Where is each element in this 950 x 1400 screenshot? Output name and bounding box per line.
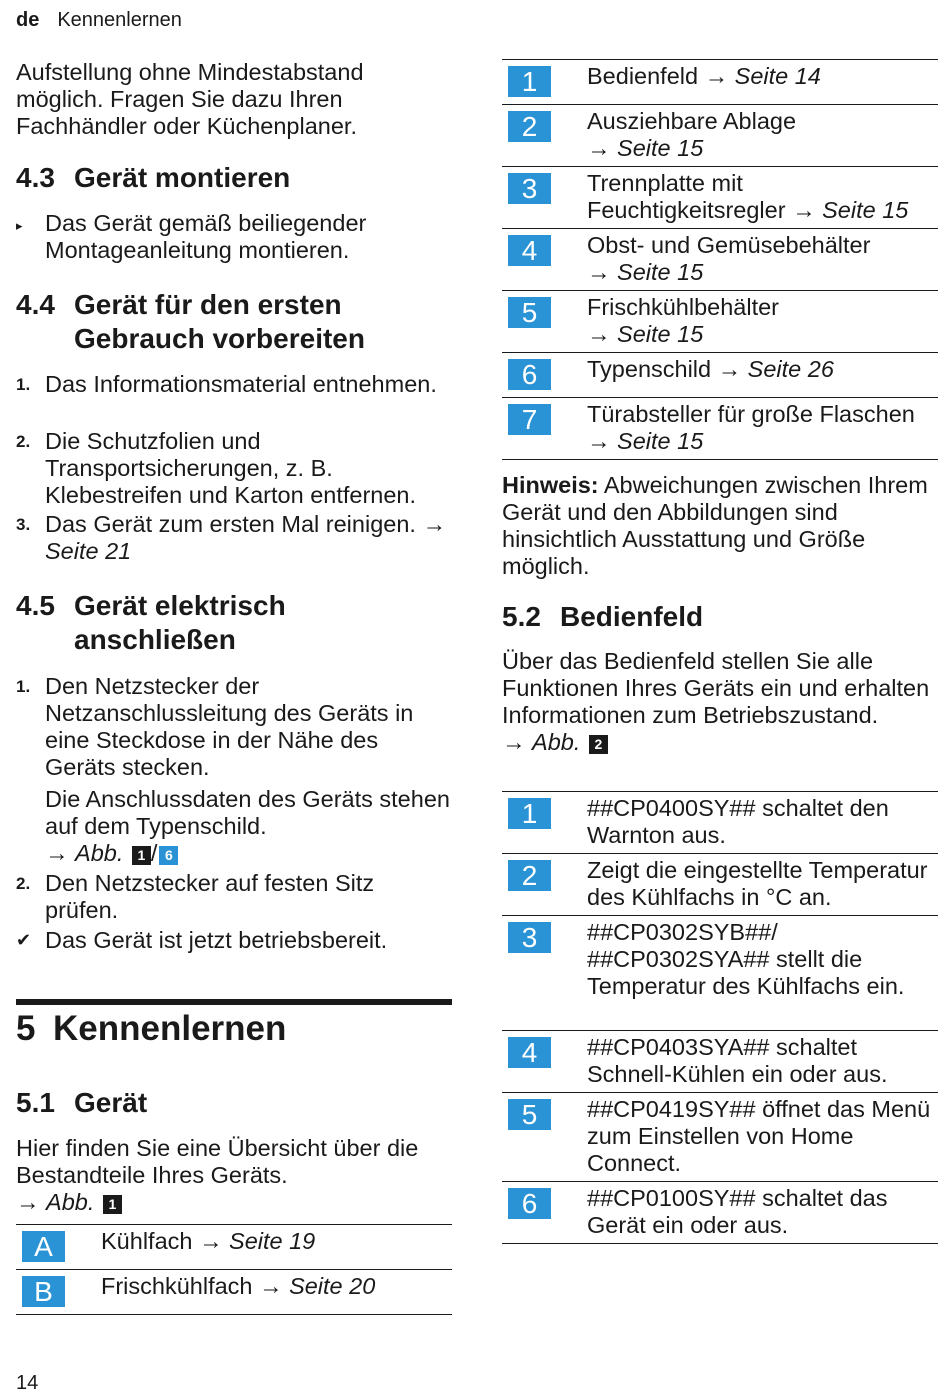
step-text: Die Schutzfolien und Transportsicherungen, z. B. Klebestreifen und Karton entfernen. — [45, 428, 417, 508]
legend-row — [502, 229, 938, 291]
arrow-right-icon: → — [717, 356, 742, 382]
compartment-legend-table — [16, 1224, 452, 1315]
section-number: 4.4 — [16, 289, 55, 320]
step-note-text: Die Anschlussdaten des Geräts stehen auf dem Typenschild. — [45, 786, 450, 839]
step-text: Den Netzstecker der Netzanschlussleitung des Geräts in eine Steckdose in der Nähe des Geräts stecken. — [45, 673, 414, 780]
step-text: Den Netzstecker auf festen Sitz prüfen. — [45, 870, 375, 923]
legend-badge: 7 — [508, 404, 551, 435]
page-reference-link[interactable]: Seite 15 — [617, 135, 704, 161]
section-heading-4-4 — [16, 288, 452, 356]
separator: / — [150, 840, 158, 866]
legend-text: Kühlfach — [101, 1228, 193, 1254]
result-line — [16, 927, 452, 954]
legend-badge: 5 — [508, 1099, 551, 1130]
legend-row — [502, 291, 938, 353]
legend-badge: A — [22, 1231, 65, 1262]
arrow-right-icon: → — [587, 428, 611, 454]
legend-row — [502, 105, 938, 167]
page-reference-link[interactable]: Seite 15 — [617, 321, 704, 347]
figure-reference-link[interactable]: Abb. — [75, 840, 124, 866]
legend-text: Typenschild — [587, 356, 712, 382]
numbered-step — [16, 870, 452, 924]
note-paragraph — [502, 472, 938, 580]
arrow-right-icon: → — [45, 840, 69, 866]
chapter-number: 5 — [16, 1009, 36, 1048]
arrow-right-icon: → — [587, 135, 611, 161]
legend-badge: 4 — [508, 235, 551, 266]
step-number: 2. — [16, 432, 31, 451]
page-reference-link[interactable]: Seite 21 — [45, 538, 132, 564]
arrow-right-icon: → — [422, 511, 446, 537]
step-text: Das Informationsmaterial entnehmen. — [45, 371, 437, 397]
legend-text: ##CP0302SYB##/ ##CP0302SYA## stellt die Temperatur des Kühlfachs ein. — [587, 919, 905, 999]
legend-badge: 4 — [508, 1037, 551, 1068]
figure-number-badge: 1 — [103, 1195, 122, 1214]
legend-text: Trennplatte mit Feuchtigkeitsregler — [587, 170, 786, 223]
legend-badge: 2 — [508, 860, 551, 891]
language-code: de — [16, 9, 40, 31]
step-number: 1. — [16, 677, 31, 696]
numbered-step — [16, 673, 452, 781]
chapter-rule — [16, 999, 452, 1005]
chapter-heading — [16, 1009, 452, 1049]
legend-badge: 5 — [508, 297, 551, 328]
controls-legend-table — [502, 791, 938, 1244]
section-title: Gerät montieren — [74, 162, 291, 193]
page-reference-link[interactable]: Seite 19 — [229, 1228, 316, 1254]
section-intro — [502, 648, 938, 756]
arrow-right-icon: → — [198, 1228, 223, 1254]
figure-number-badge: 2 — [589, 735, 608, 754]
note-text: Abweichungen zwischen Ihrem Gerät und den Abbildungen sind hinsichtlich Ausstattung und Größe möglich. — [502, 472, 928, 579]
legend-row — [502, 398, 938, 460]
legend-badge: 6 — [508, 359, 551, 390]
step-note — [16, 786, 452, 867]
legend-badge: 1 — [508, 66, 551, 97]
legend-row — [502, 60, 938, 105]
legend-text: ##CP0400SY## schaltet den Warnton aus. — [587, 795, 889, 848]
page-header — [16, 9, 182, 32]
legend-row — [502, 167, 938, 229]
legend-badge: 3 — [508, 173, 551, 204]
legend-badge: 2 — [508, 111, 551, 142]
numbered-step — [16, 511, 452, 565]
section-intro-text: Hier finden Sie eine Übersicht über die Bestandteile Ihres Geräts. — [16, 1135, 419, 1188]
legend-text: Frischkühlbehälter — [587, 294, 780, 320]
page-reference-link[interactable]: Seite 15 — [822, 197, 909, 223]
legend-row — [502, 1093, 938, 1182]
section-title: Gerät für den ersten Gebrauch vorbereiten — [74, 289, 365, 354]
legend-text: Türabsteller für große Flaschen — [587, 401, 915, 427]
section-number: 4.5 — [16, 590, 55, 621]
part-number-badge: 6 — [159, 846, 178, 865]
legend-badge: 6 — [508, 1188, 551, 1219]
legend-row — [16, 1270, 452, 1315]
page-reference-link[interactable]: Seite 15 — [617, 259, 704, 285]
section-intro — [16, 1135, 452, 1216]
legend-badge: B — [22, 1276, 65, 1307]
section-title: Bedienfeld — [560, 601, 704, 632]
legend-text: ##CP0100SY## schaltet das Gerät ein oder aus. — [587, 1185, 888, 1238]
header-title: Kennenlernen — [57, 9, 182, 31]
section-number: 5.2 — [502, 601, 541, 632]
section-title: Gerät elektrisch anschließen — [74, 590, 286, 655]
arrow-right-icon: → — [259, 1273, 283, 1299]
section-number: 4.3 — [16, 162, 55, 193]
page-reference-link[interactable]: Seite 15 — [617, 428, 704, 454]
parts-legend-table — [502, 59, 938, 460]
step-number: 2. — [16, 874, 31, 893]
page-reference-link[interactable]: Seite 26 — [747, 356, 834, 382]
figure-number-badge: 1 — [132, 846, 151, 865]
section-intro-text: Über das Bedienfeld stellen Sie alle Funktionen Ihres Geräts ein und erhalten Informationen zum Betriebszustand. — [502, 648, 930, 728]
legend-text: ##CP0419SY## öffnet das Menü zum Einstellen von Home Connect. — [587, 1096, 931, 1176]
arrow-right-icon: → — [502, 729, 526, 755]
numbered-step — [16, 371, 452, 398]
legend-text: Obst- und Gemüsebehälter — [587, 232, 871, 258]
arrow-right-icon: → — [704, 63, 729, 89]
legend-row — [502, 792, 938, 854]
step-text: Das Gerät gemäß beiliegender Montageanleitung montieren. — [45, 210, 367, 263]
legend-text: ##CP0403SYA## schaltet Schnell-Kühlen ein oder aus. — [587, 1034, 888, 1087]
section-number: 5.1 — [16, 1087, 55, 1118]
section-heading-5-2 — [502, 600, 938, 634]
legend-badge: 3 — [508, 922, 551, 953]
legend-text: Ausziehbare Ablage — [587, 108, 797, 134]
step-number: 3. — [16, 515, 31, 534]
section-heading-5-1 — [16, 1086, 452, 1120]
legend-row — [16, 1225, 452, 1270]
figure-reference-link[interactable]: Abb. — [532, 729, 581, 755]
note-label: Hinweis: — [502, 472, 599, 498]
section-heading-4-3 — [16, 161, 452, 195]
legend-text: Bedienfeld — [587, 63, 699, 89]
legend-row — [502, 1031, 938, 1093]
instruction-step — [16, 210, 452, 264]
page-number: 14 — [16, 1372, 39, 1394]
step-number: 1. — [16, 375, 31, 394]
arrow-right-icon: → — [16, 1189, 40, 1215]
legend-text: Zeigt die eingestellte Temperatur des Kühlfachs in °C an. — [587, 857, 928, 910]
legend-row — [502, 353, 938, 398]
checkmark-icon: ✔ — [16, 930, 32, 950]
arrow-right-icon: → — [792, 197, 816, 223]
intro-paragraph: Aufstellung ohne Mindestabstand möglich. Fragen Sie dazu Ihren Fachhändler oder Küchenplaner. — [16, 59, 364, 139]
page-reference-link[interactable]: Seite 14 — [734, 63, 821, 89]
step-text: Das Gerät zum ersten Mal reinigen. — [45, 511, 416, 537]
page-reference-link[interactable]: Seite 20 — [289, 1273, 376, 1299]
chapter-title: Kennenlernen — [53, 1009, 287, 1048]
arrow-right-icon: → — [587, 321, 611, 347]
legend-text: Frischkühlfach — [101, 1273, 253, 1299]
legend-badge: 1 — [508, 798, 551, 829]
result-text: Das Gerät ist jetzt betriebsbereit. — [45, 927, 388, 953]
legend-row — [502, 854, 938, 916]
section-title: Gerät — [74, 1087, 148, 1118]
triangle-bullet-icon: ▸ — [16, 218, 23, 233]
section-heading-4-5 — [16, 589, 452, 657]
legend-row — [502, 916, 938, 1031]
figure-reference-link[interactable]: Abb. — [46, 1189, 95, 1215]
arrow-right-icon: → — [587, 259, 611, 285]
legend-row — [502, 1182, 938, 1244]
numbered-step — [16, 428, 452, 509]
